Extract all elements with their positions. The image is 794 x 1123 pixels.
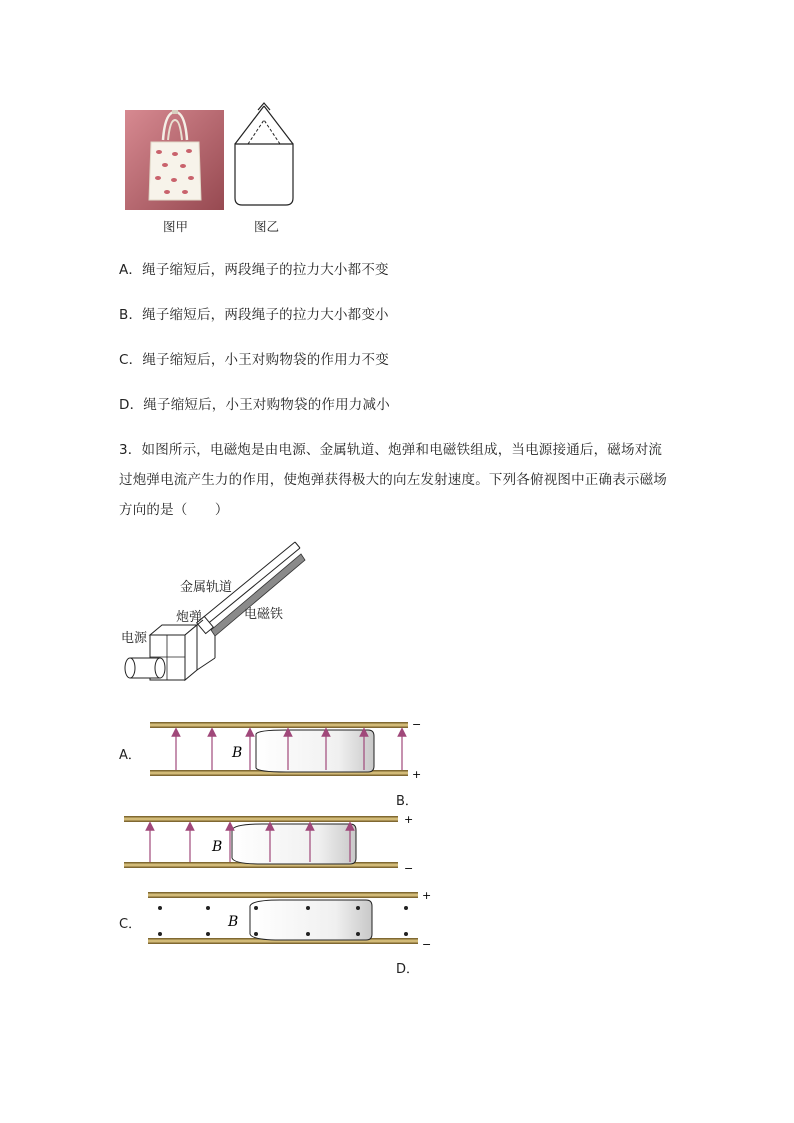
fig-b-top-sign: + <box>404 813 414 826</box>
fig-b-field-label: B <box>212 839 223 855</box>
fig-d-label: D． <box>396 962 420 977</box>
fig-a-rails <box>146 716 426 784</box>
option-d: D．绳子缩短后，小王对购物袋的作用力减小 <box>119 397 390 413</box>
fig-a-top-sign: − <box>412 718 422 731</box>
option-a: A．绳子缩短后，两段绳子的拉力大小都不变 <box>119 262 389 278</box>
figure-jia <box>125 110 224 210</box>
caption-yi: 图乙 <box>254 219 280 234</box>
railgun-drawing <box>115 540 315 705</box>
tote-bag-photo <box>125 110 224 210</box>
label-power: 电源 <box>121 631 148 646</box>
fig-c-bottom-sign: − <box>422 938 432 951</box>
option-b: B．绳子缩短后，两段绳子的拉力大小都变小 <box>119 307 389 323</box>
fig-a-field-label: B <box>232 745 243 761</box>
caption-jia: 图甲 <box>163 219 189 234</box>
question3-line-3: 方向的是（ ） <box>119 502 229 518</box>
figure-yi <box>232 100 296 208</box>
railgun-diagram <box>115 540 315 705</box>
fig-c-rails <box>144 886 434 952</box>
fig-c-field-label: B <box>228 914 239 930</box>
fig-a-label: A． <box>119 748 141 763</box>
question3-line-2: 过炮弹电流产生力的作用，使炮弹获得极大的向左发射速度。下列各俯视图中正确表示磁场 <box>119 472 667 488</box>
label-rail: 金属轨道 <box>180 580 233 595</box>
fig-c-top-sign: + <box>422 889 432 902</box>
fig-b-bottom-sign: − <box>404 862 414 875</box>
label-shell: 炮弹 <box>176 610 203 625</box>
fig-b-label: B． <box>396 794 418 809</box>
option-c: C．绳子缩短后，小王对购物袋的作用力不变 <box>119 352 389 368</box>
question3-line-1: 3．如图所示，电磁炮是由电源、金属轨道、炮弹和电磁铁组成，当电源接通后，磁场对流 <box>119 442 663 458</box>
fig-a-bottom-sign: + <box>412 768 422 781</box>
bag-diagram <box>232 100 296 208</box>
fig-c-label: C． <box>119 917 142 932</box>
fig-b-rails <box>120 810 420 876</box>
label-magnet: 电磁铁 <box>244 607 284 622</box>
